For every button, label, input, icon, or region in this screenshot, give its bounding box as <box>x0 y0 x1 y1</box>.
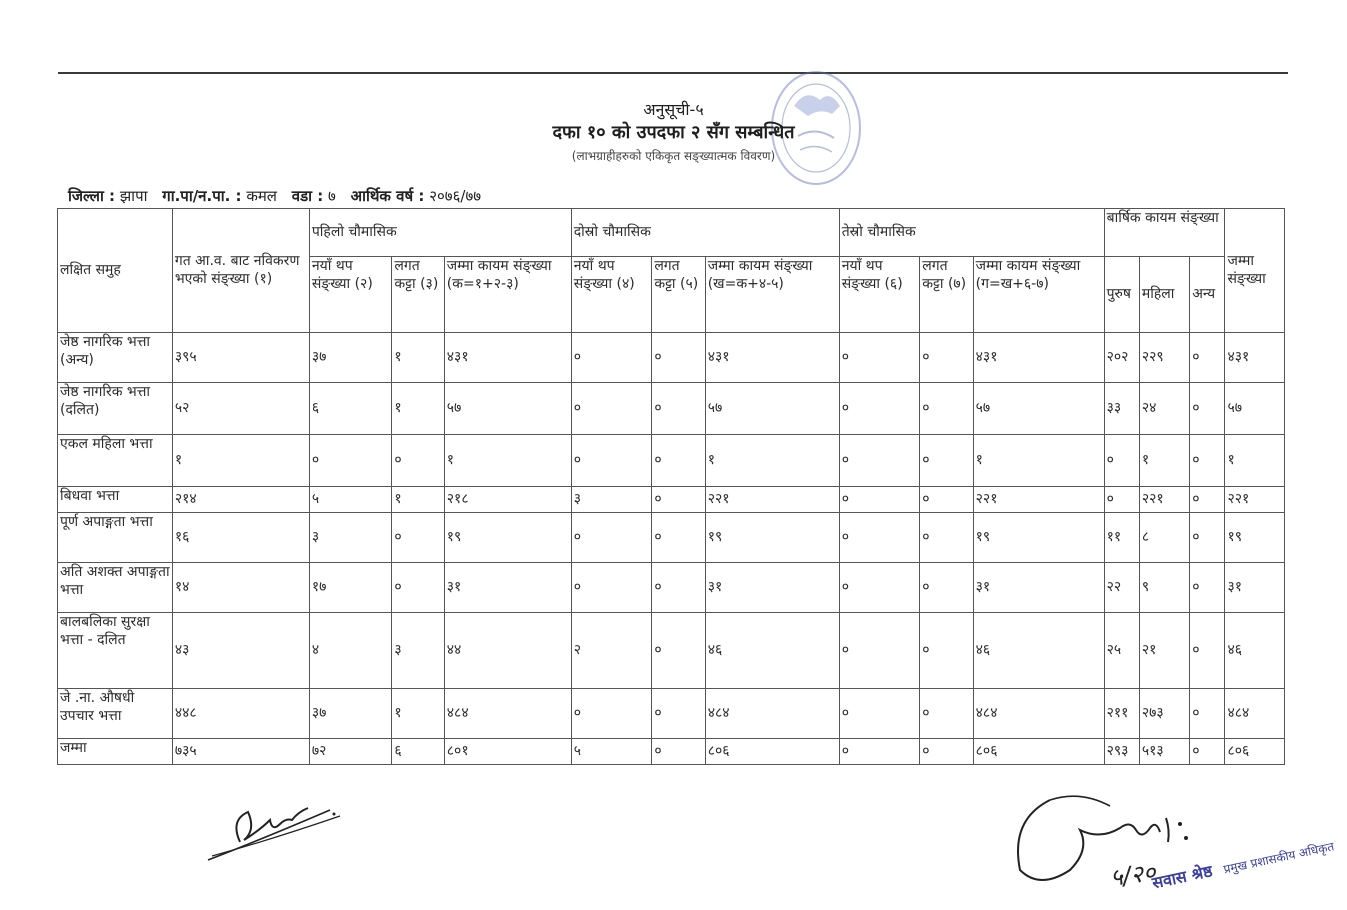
ward-value: ७ <box>328 187 336 205</box>
cell-other: ० <box>1190 513 1225 563</box>
cell-c6: ० <box>652 513 705 563</box>
cell-c2: ६ <box>309 383 392 435</box>
table-row <box>58 333 1285 383</box>
cell-male: ० <box>1104 435 1139 487</box>
cell-c8: ० <box>839 383 920 435</box>
cell-total: ४३१ <box>1225 333 1285 383</box>
cell-c8: ० <box>839 689 920 739</box>
cell-c7: १ <box>705 435 839 487</box>
cell-c10: २२१ <box>973 487 1104 513</box>
table-row <box>58 487 1285 513</box>
row-label: एकल महिला भत्ता <box>58 435 173 487</box>
cell-c10: ५७ <box>973 383 1104 435</box>
cell-c2: १७ <box>309 563 392 613</box>
cell-c8: ० <box>839 333 920 383</box>
cell-c5: २ <box>571 613 652 689</box>
header-q2-cut: लगत कट्टा (५) <box>652 257 705 333</box>
cell-c7: ३१ <box>705 563 839 613</box>
row-label: जेष्ठ नागरिक भत्ता (अन्य) <box>58 333 173 383</box>
header-q3: तेस्रो चौमासिक <box>839 209 1104 257</box>
cell-female: १ <box>1139 435 1189 487</box>
district-value: झापा <box>119 187 148 205</box>
cell-other: ० <box>1190 563 1225 613</box>
cell-c8: ० <box>839 739 920 765</box>
table-row <box>58 383 1285 435</box>
table-row <box>58 739 1285 765</box>
header-q1: पहिलो चौमासिक <box>309 209 571 257</box>
table-row <box>58 689 1285 739</box>
cell-total: २२१ <box>1225 487 1285 513</box>
cell-c7: ५७ <box>705 383 839 435</box>
cell-total: ४८४ <box>1225 689 1285 739</box>
cell-other: ० <box>1190 435 1225 487</box>
cell-c6: ० <box>652 383 705 435</box>
cell-c3: ० <box>392 513 444 563</box>
signature-left-icon <box>200 790 350 870</box>
cell-c9: ० <box>920 435 973 487</box>
cell-female: २१ <box>1139 613 1189 689</box>
ward-label: वडा : <box>291 187 324 205</box>
header-q1-new: नयाँ थप संङ्ख्या (२) <box>309 257 392 333</box>
cell-total: ५७ <box>1225 383 1285 435</box>
cell-total: ८०६ <box>1225 739 1285 765</box>
cell-c9: ० <box>920 487 973 513</box>
cell-female: ५१३ <box>1139 739 1189 765</box>
cell-c4: ४३१ <box>444 333 571 383</box>
cell-c9: ० <box>920 613 973 689</box>
row-label: पूर्ण अपाङ्गता भत्ता <box>58 513 173 563</box>
header-q2-total: जम्मा कायम संङ्ख्या (ख=क+४-५) <box>705 257 839 333</box>
cell-c10: ४८४ <box>973 689 1104 739</box>
header-female: महिला <box>1139 257 1189 333</box>
cell-c1: १४ <box>172 563 309 613</box>
cell-c6: ० <box>652 435 705 487</box>
cell-c5: ० <box>571 333 652 383</box>
cell-c1: ३९५ <box>172 333 309 383</box>
cell-c8: ० <box>839 435 920 487</box>
cell-c2: ० <box>309 435 392 487</box>
cell-c10: ४६ <box>973 613 1104 689</box>
cell-c5: ० <box>571 513 652 563</box>
cell-c8: ० <box>839 613 920 689</box>
row-label: बालबलिका सुरक्षा भत्ता - दलित <box>58 613 173 689</box>
cell-c5: ० <box>571 563 652 613</box>
cell-c4: ४४ <box>444 613 571 689</box>
table-row <box>58 613 1285 689</box>
header-q1-cut: लगत कट्टा (३) <box>392 257 444 333</box>
cell-c7: २२१ <box>705 487 839 513</box>
cell-c7: ४८४ <box>705 689 839 739</box>
header-q3-total: जम्मा कायम संङ्ख्या (ग=ख+६-७) <box>973 257 1104 333</box>
top-rule <box>58 72 1288 74</box>
section-subtitle: (लाभग्राहीहरुको एकिकृत सङ्ख्यात्मक विवरण) <box>571 149 776 163</box>
cell-c5: ५ <box>571 739 652 765</box>
cell-male: २९३ <box>1104 739 1139 765</box>
cell-c3: ३ <box>392 613 444 689</box>
cell-other: ० <box>1190 739 1225 765</box>
cell-c1: ७३५ <box>172 739 309 765</box>
header-q1-total: जम्मा कायम संङ्ख्या (क=१+२-३) <box>444 257 571 333</box>
cell-other: ० <box>1190 383 1225 435</box>
cell-male: ११ <box>1104 513 1139 563</box>
row-label: जेष्ठ नागरिक भत्ता (दलित) <box>58 383 173 435</box>
section-title: दफा १० को उपदफा २ सँग सम्बन्धित <box>552 122 795 143</box>
cell-c4: ५७ <box>444 383 571 435</box>
cell-c4: ३१ <box>444 563 571 613</box>
header-annual: बार्षिक कायम संङ्ख्या <box>1104 209 1225 257</box>
cell-c9: ० <box>920 689 973 739</box>
table-row <box>58 513 1285 563</box>
cell-c6: ० <box>652 689 705 739</box>
header-male: पुरुष <box>1104 257 1139 333</box>
cell-c1: ४३ <box>172 613 309 689</box>
cell-c1: ५२ <box>172 383 309 435</box>
row-label: अति अशक्त अपाङ्गता भत्ता <box>58 563 173 613</box>
cell-total: ३१ <box>1225 563 1285 613</box>
cell-c3: १ <box>392 487 444 513</box>
table-row <box>58 563 1285 613</box>
cell-c8: ० <box>839 513 920 563</box>
cell-c3: १ <box>392 383 444 435</box>
cell-c6: ० <box>652 613 705 689</box>
officer-name: सवास श्रेष्ठ <box>1150 861 1215 893</box>
cell-c3: ६ <box>392 739 444 765</box>
row-label: जे .ना. औषधी उपचार भत्ता <box>58 689 173 739</box>
row-label: जम्मा <box>58 739 173 765</box>
cell-c6: ० <box>652 739 705 765</box>
cell-male: ० <box>1104 487 1139 513</box>
cell-c7: १९ <box>705 513 839 563</box>
cell-other: ० <box>1190 689 1225 739</box>
cell-male: २०२ <box>1104 333 1139 383</box>
table-body <box>58 333 1285 765</box>
cell-female: २७३ <box>1139 689 1189 739</box>
cell-c6: ० <box>652 563 705 613</box>
row-label: बिधवा भत्ता <box>58 487 173 513</box>
report-meta <box>68 186 491 206</box>
cell-c3: १ <box>392 333 444 383</box>
officer-title: प्रमुख प्रशासकीय अधिकृत <box>1222 839 1336 877</box>
cell-c4: २१८ <box>444 487 571 513</box>
header-total: जम्मा संङ्ख्या <box>1225 209 1285 333</box>
cell-c5: ० <box>571 435 652 487</box>
cell-c9: ० <box>920 563 973 613</box>
cell-c4: १९ <box>444 513 571 563</box>
cell-c5: ० <box>571 383 652 435</box>
cell-c2: ३७ <box>309 689 392 739</box>
signature-date: ५/२० <box>1108 857 1158 893</box>
cell-c7: ४६ <box>705 613 839 689</box>
cell-c10: १९ <box>973 513 1104 563</box>
cell-total: ४६ <box>1225 613 1285 689</box>
cell-male: ३३ <box>1104 383 1139 435</box>
cell-c3: १ <box>392 689 444 739</box>
header-other: अन्य <box>1190 257 1225 333</box>
cell-female: २२९ <box>1139 333 1189 383</box>
cell-female: २२१ <box>1139 487 1189 513</box>
cell-c7: ८०६ <box>705 739 839 765</box>
cell-c10: ४३१ <box>973 333 1104 383</box>
table-row <box>58 435 1285 487</box>
cell-c3: ० <box>392 435 444 487</box>
cell-c2: ५ <box>309 487 392 513</box>
cell-c2: ३ <box>309 513 392 563</box>
cell-c4: ४८४ <box>444 689 571 739</box>
header-prev-year: गत आ.व. बाट नविकरण भएको संङ्ख्या (१) <box>172 209 309 333</box>
cell-c10: ८०६ <box>973 739 1104 765</box>
cell-c1: १ <box>172 435 309 487</box>
cell-male: २५ <box>1104 613 1139 689</box>
cell-other: ० <box>1190 487 1225 513</box>
cell-total: १ <box>1225 435 1285 487</box>
header-q2: दोस्रो चौमासिक <box>571 209 839 257</box>
fiscal-year-value: २०७६/७७ <box>429 187 482 205</box>
cell-female: ८ <box>1139 513 1189 563</box>
header-q2-new: नयाँ थप संङ्ख्या (४) <box>571 257 652 333</box>
cell-c8: ० <box>839 563 920 613</box>
district-label: जिल्ला : <box>68 187 116 205</box>
cell-c9: ० <box>920 383 973 435</box>
cell-c1: २१४ <box>172 487 309 513</box>
cell-c9: ० <box>920 333 973 383</box>
cell-c5: ३ <box>571 487 652 513</box>
cell-female: २४ <box>1139 383 1189 435</box>
cell-female: ९ <box>1139 563 1189 613</box>
cell-c1: १६ <box>172 513 309 563</box>
cell-c10: १ <box>973 435 1104 487</box>
cell-other: ० <box>1190 613 1225 689</box>
cell-c9: ० <box>920 739 973 765</box>
cell-c2: ४ <box>309 613 392 689</box>
cell-c2: ३७ <box>309 333 392 383</box>
schedule-title: अनुसूची-५ <box>643 100 704 119</box>
cell-c10: ३१ <box>973 563 1104 613</box>
cell-c6: ० <box>652 487 705 513</box>
municipality-value: कमल <box>246 187 277 205</box>
beneficiary-table <box>57 208 1285 765</box>
cell-c3: ० <box>392 563 444 613</box>
cell-male: २११ <box>1104 689 1139 739</box>
cell-c1: ४४८ <box>172 689 309 739</box>
cell-c7: ४३१ <box>705 333 839 383</box>
cell-c4: १ <box>444 435 571 487</box>
fiscal-year-label: आर्थिक वर्ष : <box>350 187 425 205</box>
cell-c8: ० <box>839 487 920 513</box>
cell-other: ० <box>1190 333 1225 383</box>
cell-total: १९ <box>1225 513 1285 563</box>
header-q3-new: नयाँ थप संङ्ख्या (६) <box>839 257 920 333</box>
cell-c6: ० <box>652 333 705 383</box>
cell-c9: ० <box>920 513 973 563</box>
header-target-group: लक्षित समुह <box>58 209 173 333</box>
municipality-label: गा.पा/न.पा. : <box>162 187 242 205</box>
cell-c2: ७२ <box>309 739 392 765</box>
cell-c4: ८०१ <box>444 739 571 765</box>
cell-c5: ० <box>571 689 652 739</box>
cell-male: २२ <box>1104 563 1139 613</box>
header-q3-cut: लगत कट्टा (७) <box>920 257 973 333</box>
